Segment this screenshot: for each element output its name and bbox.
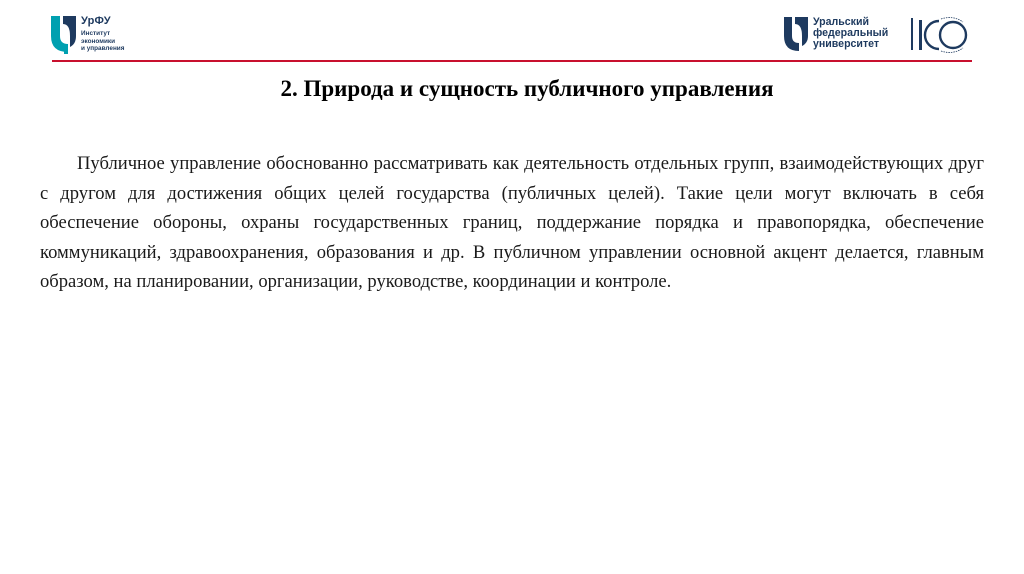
university-name — [813, 17, 888, 51]
urfu-u-logo-icon — [50, 14, 78, 54]
university-name-line: Уральский — [813, 16, 870, 28]
slide-title: 2. Природа и сущность публичного управления — [280, 76, 774, 101]
header-divider-line — [52, 60, 972, 62]
urfu-institute-logo — [50, 14, 160, 60]
university-name-line: университет — [813, 38, 880, 51]
urfu-u-logo-icon — [783, 16, 809, 52]
university-name-line: федеральный — [813, 27, 889, 40]
urfu-brand-text: УрФУ — [81, 15, 111, 27]
slide-body-paragraph: Публичное управление обоснованно рассматривать как деятельность отдельных групп, взаимодействующих друг с другом для достижения общих целей государства (публичных целей). Такие цели могут включать в себя обеспечение обороны, охраны государственных границ, поддержание порядка и правопорядка, обеспечение коммуникаций, здравоохранения, образования и др. В публичном управлении основной акцент делается, главным образом, на планировании, организации, руководстве, координации и контроле. — [40, 153, 984, 293]
urfu-university-logo — [783, 14, 983, 58]
institute-name-line: экономики — [81, 37, 116, 45]
institute-name-line: и управления — [81, 45, 125, 53]
logo-divider — [911, 18, 913, 50]
institute-name — [81, 30, 124, 53]
institute-name-line: Институт — [81, 30, 111, 37]
university-emblem-icon — [917, 16, 975, 54]
